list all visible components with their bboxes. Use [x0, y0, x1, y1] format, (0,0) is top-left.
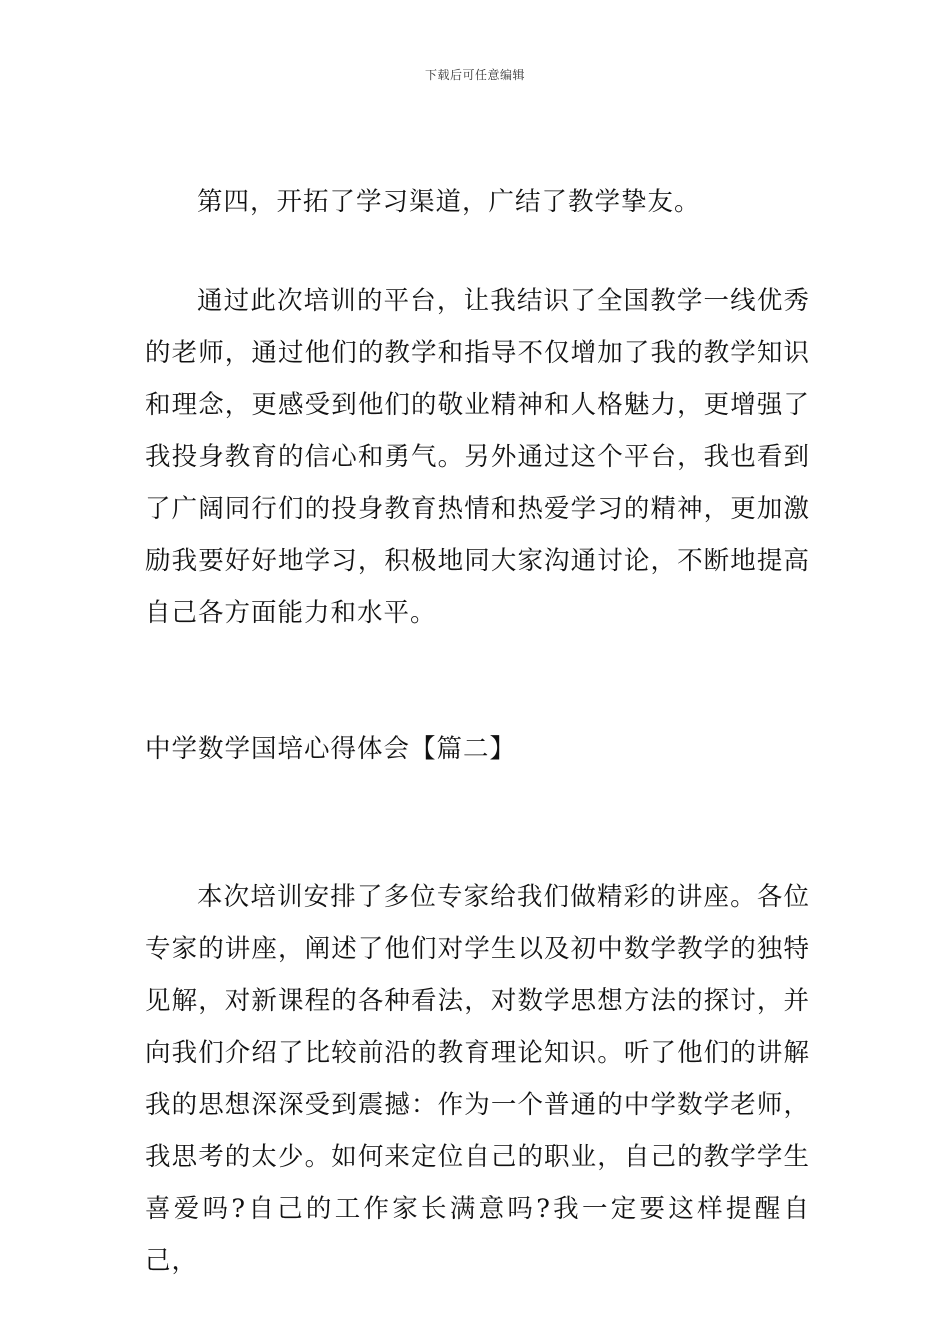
paragraph-fourth-point: 第四，开拓了学习渠道，广结了教学挚友。 — [197, 187, 701, 217]
section-heading: 中学数学国培心得体会【篇二】 — [145, 734, 517, 764]
page-header: 下载后可任意编辑 — [424, 68, 525, 82]
paragraph-expert-lectures: 本次培训安排了多位专家给我们做精彩的讲座。各位专家的讲座，阐述了他们对学生以及初中数学教学的独特见解，对新课程的各种看法，对数学思想方法的探讨，并向我们介绍了比较前沿的教育理论知识。听了他们的讲解我的思想深深受到震撼：作为一个普通的中学数学老师，我思考的太少。如何来定位自己的职业，自己的教学学生喜爱吗?自己的工作家长满意吗?我一定要这样提醒自己， — [145, 882, 810, 1276]
paragraph-training-platform: 通过此次培训的平台，让我结识了全国教学一线优秀的老师，通过他们的教学和指导不仅增加了我的教学知识和理念，更感受到他们的敬业精神和人格魅力，更增强了我投身教育的信心和勇气。另外通过这个平台，我也看到了广阔同行们的投身教育热情和热爱学习的精神，更加激励我要好好地学习，积极地同大家沟通讨论，不断地提高自己各方面能力和水平。 — [145, 286, 810, 628]
